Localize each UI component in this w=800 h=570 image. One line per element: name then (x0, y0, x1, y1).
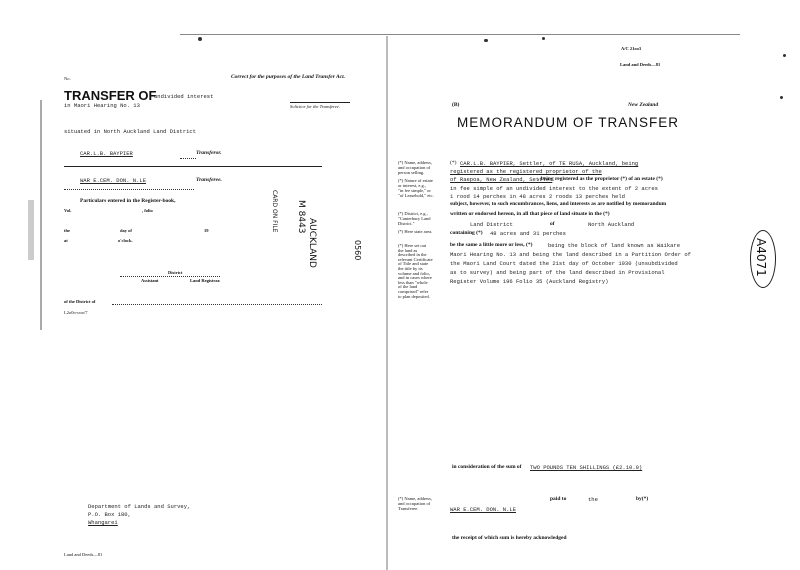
scan-speck (780, 96, 783, 99)
note-land-description: (*) Here set out the land as described in the relevant Certificate of Title and state the title by its volume and folio, and in cases where less than "whole of the land comprised" refer to plan deposited. (398, 243, 433, 299)
by-label: by(*) (636, 496, 649, 502)
handwritten-n-number: M 8443 (296, 200, 306, 234)
department-line-3: Whangarei (88, 519, 118, 526)
solicitor-line (290, 102, 350, 103)
nz-label: New Zealand (628, 102, 659, 108)
written-line: written or endorsed hereon, in all that piece of land situate in the (*) (450, 211, 610, 217)
land-district-label: Land District (470, 221, 513, 228)
transfer-title-typed-2: in Maori Hearing No. 13 (64, 102, 140, 109)
handwritten-auckland: AUCKLAND (307, 218, 317, 268)
paid-to-the: the (588, 496, 598, 503)
day-of-label: day of (120, 228, 132, 233)
side-note-circle (750, 230, 776, 288)
north-auckland-label: North Auckland (588, 221, 635, 228)
consideration-value: TWO POUNDS TEN SHILLINGS (£2.10.0) (530, 464, 643, 471)
department-line-2: P.O. Box 180, (88, 511, 131, 518)
containing-label: containing (*) (450, 230, 483, 236)
scan-speck (198, 37, 202, 41)
scan-speck (484, 39, 488, 42)
being-registered: , being registered as the proprietor (*) of an estate (*) (538, 176, 663, 182)
registrar-dots (120, 276, 220, 278)
memorandum-title: MEMORANDUM OF TRANSFER (457, 115, 680, 130)
of-label: of (550, 221, 555, 227)
containing-value: 48 acres and 31 perches (490, 230, 566, 237)
transferor-line-1: CAR.L.B. BAYPIER, Settler, of TE RUSA, Auckland, being (460, 160, 639, 167)
land-description-5: Register Volume 196 Folio 35 (Auckland Registry) (450, 278, 609, 285)
land-description-1: being the block of land known as Waikare (548, 242, 681, 249)
land-description-4: as to survey) and being part of the land described in Provisional (450, 269, 665, 276)
form-code-small: L2o0o-ooo/7 (64, 310, 88, 315)
marker-1: (*) (450, 160, 457, 166)
left-footer: Land and Deeds—81 (64, 552, 103, 557)
note-name-address: (*) Name, address, and occupation of person selling. (398, 160, 432, 175)
district-label: District (168, 270, 183, 275)
note-transferee: (*) Name, address, and occupation of Transferee. (398, 496, 432, 511)
transferor-line-3: of Raepoa, New Zealand, Settler (450, 176, 553, 183)
land-registrar-label: Land Registrar. (190, 278, 221, 283)
scan-edge-left (28, 200, 34, 260)
department-line-1: Department of Lands and Survey, (88, 503, 191, 510)
scan-edge-top (180, 34, 740, 35)
note-area: (*) Here state area. (398, 229, 433, 234)
note-estate: (*) Nature of estate or interest, e.g., "in fee simple," or "of Leasehold," etc. (398, 178, 434, 198)
land-description-3: the Maori Land Court dated the 21st day of October 1930 (unsubdivided (450, 260, 678, 267)
receipt-text: the receipt of which sum is hereby acknowledged (452, 535, 567, 541)
transferor-name: CAR.L.B. BAYPIER (80, 150, 133, 157)
fee-simple-line: in fee simple of an undivided interest to the extent of 2 acres (450, 185, 658, 192)
transferee-name: WAR E.CEM. DON. N.LE (80, 177, 147, 184)
solicitor-text: Solicitor for the Transferee. (290, 104, 340, 109)
be-same-label: be the same a little more or less, (*) (450, 242, 533, 248)
transfer-title-typed: undivided interest (154, 93, 214, 100)
transferee-dots (64, 189, 194, 191)
situated-text: situated in North Auckland Land District (64, 128, 197, 135)
handwritten-card: CARD ON FILE (271, 190, 278, 233)
assistant-label: Assistant (141, 278, 159, 283)
particulars-text: Particulars entered in the Register-book, (80, 198, 176, 204)
no-label: No. (64, 76, 71, 81)
form-name: Land and Deeds—81 (620, 62, 661, 67)
oclock-label: o'clock. (118, 238, 133, 243)
page-fold (386, 36, 388, 570)
section-rule (64, 166, 322, 167)
b-label: (B) (452, 102, 460, 108)
year-label: 19 (204, 228, 209, 233)
scan-speck (542, 37, 545, 40)
district-of-label: of the District of (64, 299, 96, 304)
note-district: (*) District, e.g., "Canterbury Land District." (398, 211, 431, 226)
form-code: A/C 21oo3 (621, 46, 642, 51)
transferor-line-2: registered as the registered proprietor of the (450, 168, 602, 175)
at-label: at (64, 238, 68, 243)
perches-line: 1 rood 14 perches in 48 acres 2 roods 13 perches held (450, 193, 625, 200)
land-description-2: Maori Hearing No. 13 and being the land described in a Partition Order of (450, 251, 691, 258)
scan-speck (783, 54, 786, 57)
transfer-title: TRANSFER OF (64, 88, 157, 103)
scan-edge-left (40, 100, 42, 330)
vol-label: Vol. (64, 208, 72, 213)
handwritten-side-note: A4071 (754, 238, 768, 277)
consideration-label: in consideration of the sum of (452, 464, 522, 470)
subject-line: subject, however, to such encumbrances, liens, and interests as are notified by memorandum (450, 201, 667, 207)
payee-name: WAR E.CEM. DON. N.LE (450, 506, 517, 513)
transferee-label: Transferee. (196, 177, 222, 183)
the-label: the (64, 228, 70, 233)
folio-label: , folio (142, 208, 153, 213)
district-of-dots (112, 304, 322, 306)
transferor-dots (180, 158, 196, 160)
paid-to-label: paid to (550, 496, 567, 502)
correct-text: Correct for the purposes of the Land Transfer Act. (231, 74, 346, 80)
transferor-label: Transferor. (196, 150, 222, 156)
handwritten-number: 0560 (353, 240, 362, 261)
